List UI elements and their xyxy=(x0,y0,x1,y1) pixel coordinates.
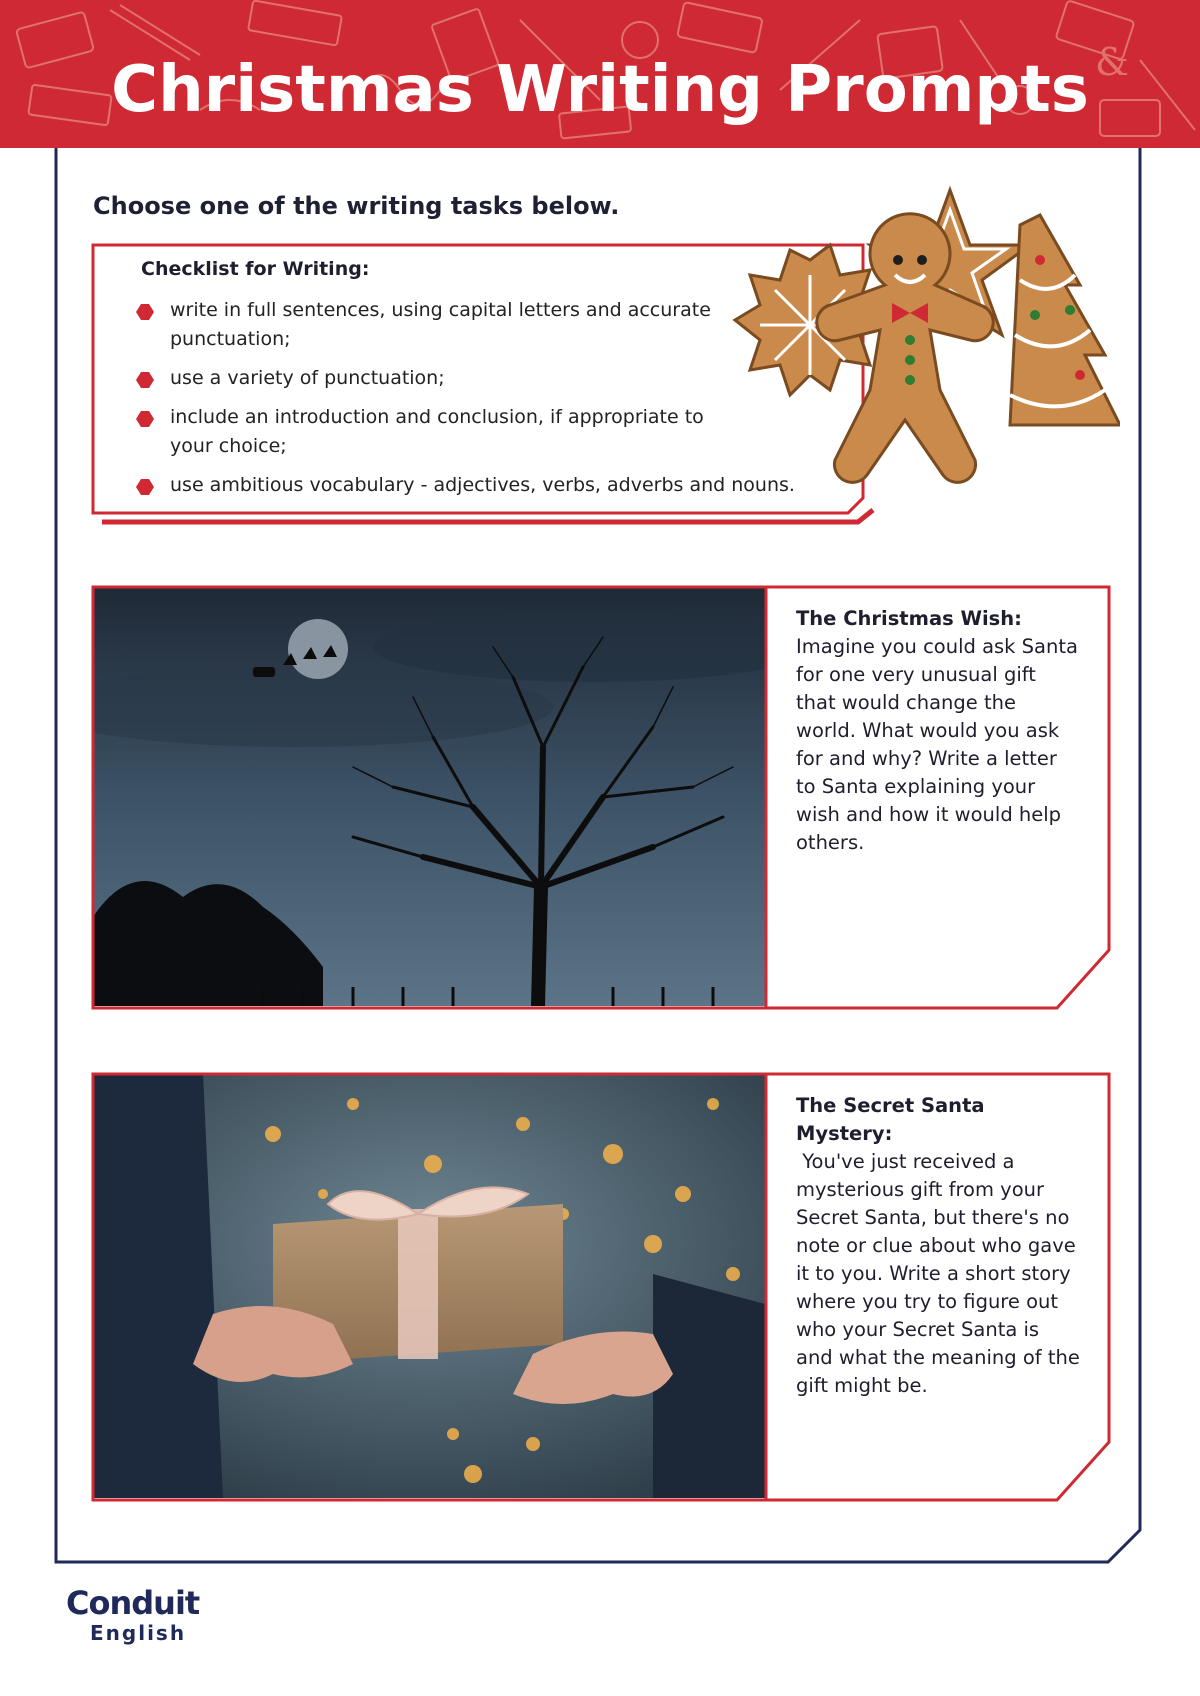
logo-brand: Conduit xyxy=(66,1584,200,1622)
checklist-item: include an introduction and conclusion, if appropriate to your choice; xyxy=(136,403,730,461)
checklist-item: use ambitious vocabulary - adjectives, verbs, adverbs and nouns. xyxy=(136,471,836,500)
tree-cookie xyxy=(1010,215,1120,425)
intro-instruction: Choose one of the writing tasks below. xyxy=(93,192,620,220)
prompt-text xyxy=(796,605,1081,857)
prompt-card-christmas-wish xyxy=(91,585,1111,1010)
prompt-body: You've just received a mysterious gift from your Secret Santa, but there's no note or clue about who gave it to you. Write a short story where you try to figure out who your Secret Santa is and what the meaning of the gift might be. xyxy=(796,1150,1087,1397)
checklist-heading: Checklist for Writing: xyxy=(141,258,370,280)
bullet-hexagon-icon xyxy=(136,372,154,388)
bullet-hexagon-icon xyxy=(136,411,154,427)
prompt-title: The Secret Santa Mystery: xyxy=(796,1094,985,1145)
checklist-item: write in full sentences, using capital letters and accurate punctuation; xyxy=(136,296,836,354)
checklist-item: use a variety of punctuation; xyxy=(136,364,836,393)
prompt-card-secret-santa xyxy=(91,1072,1111,1502)
bullet-hexagon-icon xyxy=(136,479,154,495)
conduit-logo xyxy=(66,1585,199,1645)
logo-sub: English xyxy=(90,1621,187,1645)
bullet-hexagon-icon xyxy=(136,304,154,320)
prompt-text xyxy=(796,1092,1087,1400)
prompt-title: The Christmas Wish: xyxy=(796,607,1022,630)
prompt-body: Imagine you could ask Santa for one very unusual gift that would change the world. What would you ask for and why? Write a letter to Santa explaining your wish and how it would help others. xyxy=(796,635,1078,854)
svg-text:&: & xyxy=(1095,40,1129,84)
page-title: Christmas Writing Prompts xyxy=(111,53,1089,127)
gingerbread-cookies-illustration xyxy=(720,185,1120,515)
